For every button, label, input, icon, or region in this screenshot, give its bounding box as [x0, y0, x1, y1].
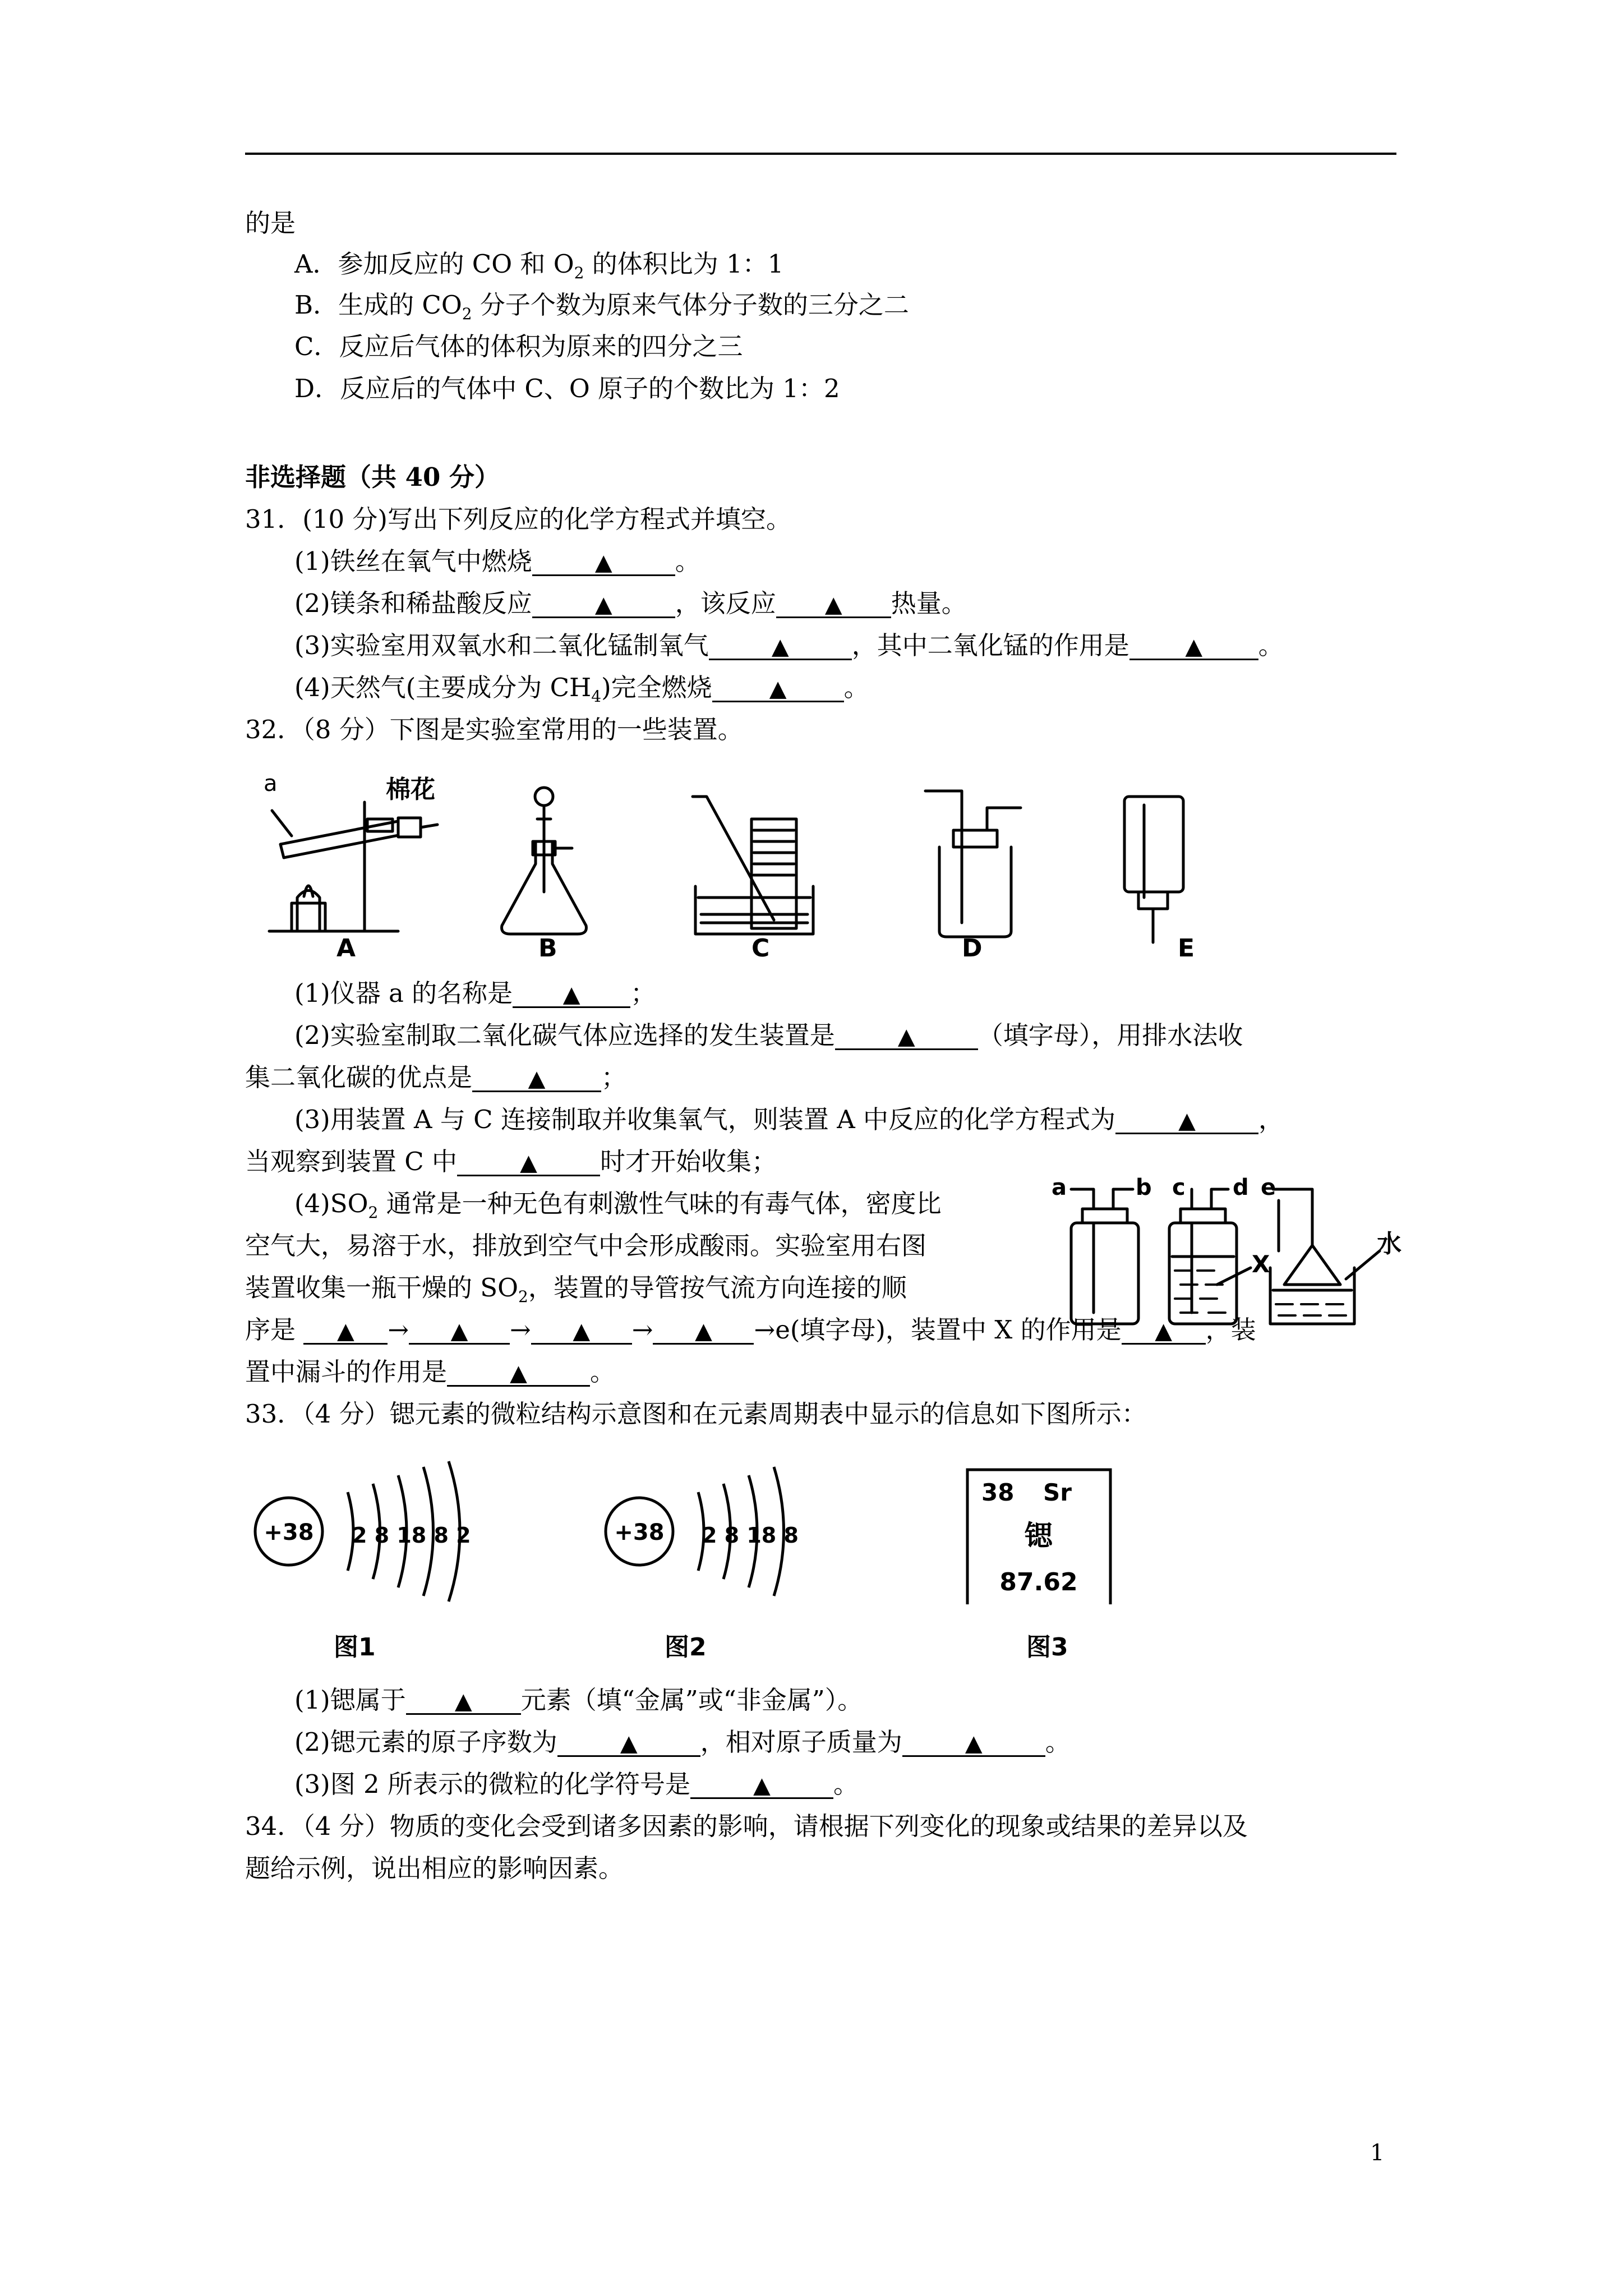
answer-blank[interactable]: ▲ — [557, 1729, 700, 1757]
q33-item-3: (3)图 2 所表示的微粒的化学符号是 ▲ 。 — [294, 1769, 859, 1799]
q31-item-4: (4)天然气(主要成分为 $CH_4$)完全燃烧 ▲ 。 — [294, 673, 869, 706]
answer-blank[interactable]: ▲ — [513, 981, 630, 1008]
answer-blank[interactable]: ▲ — [409, 1317, 510, 1345]
answer-blank[interactable]: ▲ — [303, 1317, 388, 1345]
page-number: 1 — [1370, 2140, 1385, 2166]
answer-blank[interactable]: ▲ — [447, 1359, 590, 1387]
answer-blank[interactable]: ▲ — [472, 1065, 601, 1092]
tube-label-a: a — [1052, 1175, 1067, 1200]
atomic-mass: 87.62 — [999, 1568, 1078, 1596]
q32-item-2: (2)实验室制取二氧化碳气体应选择的发生装置是 ▲ （填字母），用排水法收 — [294, 1020, 1243, 1050]
answer-blank[interactable]: ▲ — [457, 1149, 600, 1176]
lab-apparatus-figure — [258, 763, 1267, 965]
label-E: E — [1178, 934, 1195, 963]
answer-blank[interactable]: ▲ — [532, 549, 675, 576]
tube-label-c: c — [1172, 1175, 1186, 1200]
tube-label-b: b — [1136, 1175, 1152, 1200]
answer-blank[interactable]: ▲ — [531, 1317, 632, 1345]
reagent-x-label: X — [1252, 1250, 1270, 1278]
q31-item-1: (1)铁丝在氧气中燃烧 ▲ 。 — [294, 546, 700, 576]
answer-blank[interactable]: ▲ — [712, 675, 844, 702]
section-title: 非选择题（共 40 分） — [245, 462, 500, 492]
q30-stem-tail: 的是 — [245, 208, 296, 238]
q33-item-1: (1)锶属于 ▲ 元素（填“金属”或“非金属”）。 — [294, 1685, 863, 1715]
caption-fig2: 图2 — [665, 1633, 707, 1662]
apparatus-a — [269, 802, 437, 931]
apparatus-b — [502, 788, 587, 934]
drying-bottle — [1071, 1189, 1138, 1324]
q32-item-3-cont: 当观察到装置 C 中 ▲ 时才开始收集； — [245, 1147, 777, 1176]
q30-option-b: B．生成的 $CO_2$ 分子个数为原来气体分子数的三分之二 — [294, 290, 909, 323]
answer-blank[interactable]: ▲ — [532, 591, 675, 618]
answer-blank[interactable]: ▲ — [1122, 1317, 1206, 1345]
answer-blank[interactable]: ▲ — [1129, 633, 1258, 660]
atomic-number: 38 — [981, 1479, 1015, 1506]
q31-stem: 31．(10 分)写出下列反应的化学方程式并填空。 — [245, 504, 791, 534]
label-A: A — [336, 934, 356, 963]
q31-item-2: (2)镁条和稀盐酸反应 ▲ ，该反应 ▲ 热量。 — [294, 588, 967, 618]
so2-collection-figure — [1049, 1172, 1408, 1329]
q32-stem: 32．（8 分）下图是实验室常用的一些装置。 — [245, 715, 743, 744]
q32-item-2-cont: 集二氧化碳的优点是 ▲ ； — [245, 1062, 627, 1092]
caption-fig3: 图3 — [1026, 1633, 1068, 1662]
ion-nucleus: +38 — [614, 1520, 665, 1545]
answer-blank[interactable]: ▲ — [902, 1729, 1045, 1757]
water-label: 水 — [1377, 1230, 1401, 1258]
gas-washing-bottle — [1169, 1189, 1251, 1324]
label-D: D — [962, 934, 983, 963]
q33-stem: 33．（4 分）锶元素的微粒结构示意图和在元素周期表中显示的信息如下图所示： — [245, 1399, 1147, 1429]
q32-item-4-line4: 序是 ▲ → ▲ → ▲ → ▲ →e(填字母)，装置中 X 的作用是 ▲ ，装 — [245, 1315, 1256, 1345]
q31-item-3: (3)实验室用双氧水和二氧化锰制氧气 ▲ ，其中二氧化锰的作用是 ▲ 。 — [294, 631, 1284, 660]
q34-stem: 34．（4 分）物质的变化会受到诸多因素的影响，请根据下列变化的现象或结果的差异以及 — [245, 1811, 1248, 1841]
header-rule — [245, 153, 1396, 155]
answer-blank[interactable]: ▲ — [406, 1687, 521, 1715]
q30-option-c: C．反应后气体的体积为原来的四分之三 — [294, 332, 743, 361]
answer-blank[interactable]: ▲ — [690, 1772, 833, 1799]
answer-blank[interactable]: ▲ — [1115, 1107, 1258, 1134]
q32-item-1: (1)仪器 a 的名称是 ▲ ； — [294, 978, 656, 1008]
q34-stem-cont: 题给示例，说出相应的影响因素。 — [245, 1853, 624, 1883]
label-B: B — [538, 934, 557, 963]
tube-label-e: e — [1261, 1175, 1276, 1200]
q32-item-4-line3: 装置收集一瓶干燥的 $SO_2$，装置的导管按气流方向连接的顺 — [245, 1273, 907, 1306]
answer-blank[interactable]: ▲ — [835, 1023, 978, 1050]
element-symbol: Sr — [1043, 1479, 1072, 1506]
strontium-figures — [247, 1458, 1200, 1604]
label-C: C — [751, 934, 770, 963]
q32-item-4: $(4)SO_2$ 通常是一种无色有刺激性气味的有毒气体，密度比 — [294, 1189, 942, 1222]
q32-item-4-line5: 置中漏斗的作用是 ▲ 。 — [245, 1357, 616, 1387]
apparatus-c — [693, 797, 813, 934]
funnel-absorber — [1270, 1189, 1380, 1324]
q30-option-a: A．参加反应的 CO 和 $O_2$ 的体积比为 1：1 — [294, 249, 784, 282]
ion-shells: 2 8 18 8 — [702, 1523, 799, 1548]
element-name: 锶 — [1025, 1520, 1053, 1552]
caption-fig1: 图1 — [334, 1633, 376, 1662]
tube-label-d: d — [1233, 1175, 1249, 1200]
apparatus-e — [1124, 797, 1183, 942]
q30-option-d: D．反应后的气体中 C、O 原子的个数比为 1：2 — [294, 374, 840, 403]
answer-blank[interactable]: ▲ — [709, 633, 852, 660]
label-a: a — [264, 771, 278, 797]
atom-nucleus: +38 — [264, 1520, 314, 1545]
apparatus-d — [925, 791, 1021, 937]
q32-item-4-line2: 空气大，易溶于水，排放到空气中会形成酸雨。实验室用右图 — [245, 1231, 927, 1260]
answer-blank[interactable]: ▲ — [653, 1317, 754, 1345]
q32-item-3: (3)用装置 A 与 C 连接制取并收集氧气，则装置 A 中反应的化学方程式为 ▲ ， — [294, 1105, 1284, 1134]
answer-blank[interactable]: ▲ — [776, 591, 891, 618]
cotton-label: 棉花 — [386, 775, 435, 804]
q33-item-2: (2)锶元素的原子序数为 ▲ ，相对原子质量为 ▲ 。 — [294, 1727, 1071, 1757]
atom-shells: 2 8 18 8 2 — [352, 1523, 471, 1548]
